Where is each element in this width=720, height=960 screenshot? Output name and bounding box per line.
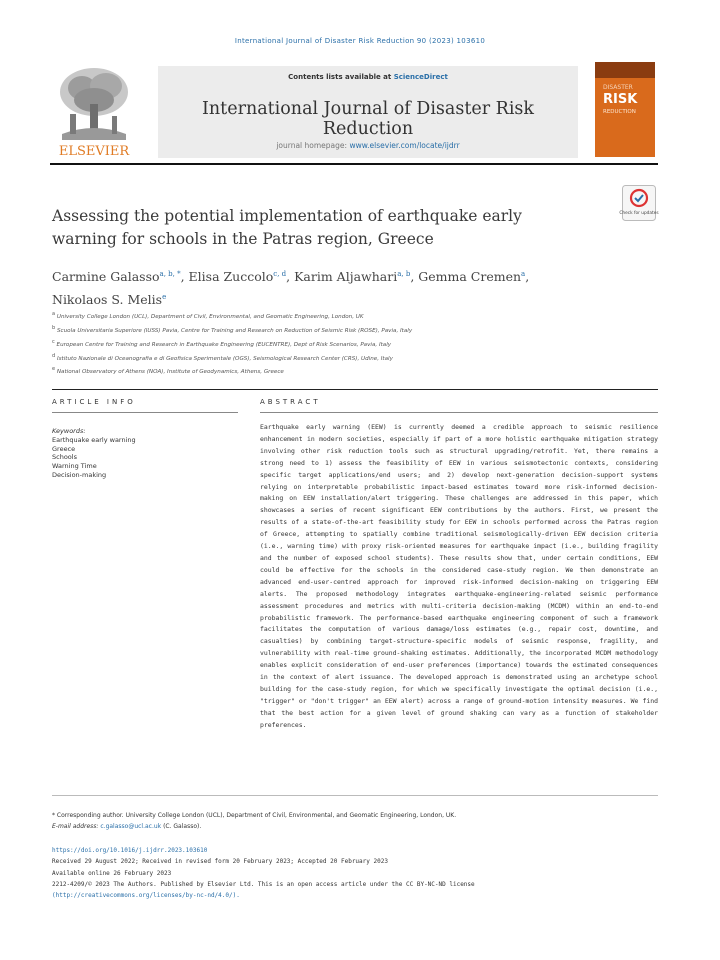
author-list: Carmine Galasso$^{a, b, *}$, Elisa Zuccolo$^{c, d}$, Karim Aljawhari$^{a, b}$, Gemma Cremen$^a$, Nikolaos S. Melis$^e$	[52, 269, 530, 308]
article-metadata	[52, 845, 658, 901]
affiliation: $^d$ Istituto Nazionale di Oceanografia e di Geofisica Sperimentale (OGS), Seismological Research Center (CRS), Udine, Italy	[52, 352, 393, 362]
keyword: Greece	[52, 444, 76, 453]
cover-line3: REDUCTION	[603, 109, 636, 115]
author[interactable]: Nikolaos S. Melis$^e$	[52, 292, 167, 308]
check-updates-label: Check for updates	[619, 211, 659, 216]
section-rule	[52, 389, 658, 390]
email-suffix: (C. Galasso).	[161, 823, 202, 830]
abstract-rule	[260, 412, 658, 413]
article-title	[52, 205, 572, 251]
license-text: 2212-4209/© 2023 The Authors. Published by Elsevier Ltd. This is an open access article under the CC BY-NC-ND license	[52, 880, 475, 888]
running-head[interactable]: International Journal of Disaster Risk Reduction 90 (2023) 103610	[234, 37, 486, 45]
homepage-link[interactable]: www.elsevier.com/locate/ijdrr	[349, 141, 460, 150]
keyword: Warning Time	[52, 462, 97, 471]
abstract-heading: ABSTRACT	[260, 398, 321, 406]
article-info-rule	[52, 412, 238, 413]
check-for-updates-button[interactable]	[619, 185, 659, 221]
article-title-line-2: warning for schools in the Patras region, Greece	[52, 230, 434, 248]
cover-band	[595, 62, 655, 78]
journal-homepage	[158, 141, 578, 150]
abstract-text: Earthquake early warning (EEW) is currently deemed a credible approach to seismic resilience enhancement in modern societies, especially if part of a more holistic earthquake mitigation strategy involving other risk reduction tools such as structural upgrading/retrofit. Yet, there remains a strong need to 1) assess the feasibility of EEW in various seismotectonic contexts, considering specific target applications/end users; and 2) develop next-generation decision-support systems relying on interpretable probabilistic impact-based estimates toward more risk-informed decision-making on EEW installation/alert triggering. These challenges are addressed in this paper, which showcases a series of recent significant EEW contributions by the authors. First, we present the results of a state-of-the-art feasibility study for EEW in schools performed across the Patras region of Greece, attempting to spatially combine traditional seismologically-driven EEW decision criteria (i.e., warning time) with proxy risk-oriented measures for earthquake impact (i.e., building fragility and the number of exposed school students). These results show that, under certain conditions, EEW could be effective for the schools in the considered case-study region. We then demonstrate an advanced end-user-centred approach for improved risk-informed decision-making on triggering EEW alerts. The proposed methodology integrates earthquake-engineering-related seismic performance assessment procedures and metrics with multi-criteria decision-making (MCDM) within an end-to-end probabilistic framework. The performance-based earthquake engineering component of such a framework facilitates the computation of various damage/loss estimates (e.g., repair cost, downtime, and casualties) by combining target-structure-specific models of seismic response, fragility, and vulnerability with real-time ground-shaking estimates. Additionally, the incorporated MCDM methodology enables explicit consideration of end-user preferences (importance) towards the estimated consequences in the context of alert issuance. The developed approach is demonstrated using an archetype school building for the case-study region, for which we specifically investigate the optimal decision (i.e., "trigger" or "don't trigger" an EEW alert) across a range of ground-motion intensity measures. We find that the best action for a given level of ground shaking can vary as a function of stakeholder preferences.	[260, 423, 658, 729]
contents-prefix: Contents lists available at	[288, 73, 394, 81]
header-rule	[50, 163, 658, 165]
keyword: Decision-making	[52, 470, 107, 479]
affiliation: $^c$ European Centre for Training and Research in Earthquake Engineering (EUCENTRE), Dept of Risk Scenarios, Pavia, Italy	[52, 338, 392, 348]
cover-line2: RISK	[603, 92, 638, 107]
affiliation: $^e$ National Observatory of Athens (NOA), Institute of Geodynamics, Athens, Greece	[52, 366, 284, 376]
keyword: Schools	[52, 453, 77, 462]
available-online: Available online 26 February 2023	[52, 869, 172, 877]
elsevier-logo	[52, 62, 136, 160]
cover-line1: DISASTER	[603, 84, 633, 91]
keywords-label: Keywords:	[52, 427, 86, 435]
received-dates: Received 29 August 2022; Received in revised form 20 February 2023; Accepted 20 February 2023	[52, 858, 388, 866]
email-link[interactable]: c.galasso@ucl.ac.uk	[100, 823, 162, 830]
homepage-prefix: journal homepage:	[276, 141, 350, 150]
publisher-logo-text: ELSEVIER	[58, 144, 130, 159]
corresponding-author-note: * Corresponding author. University College London (UCL), Department of Civil, Environmental, and Geomatic Engineering, London, UK.	[52, 812, 457, 819]
affiliations	[52, 309, 652, 378]
license-link[interactable]: (http://creativecommons.org/licenses/by-nc-nd/4.0/).	[52, 892, 240, 900]
article-info-heading: ARTICLE INFO	[52, 398, 136, 406]
keywords	[52, 427, 238, 480]
author[interactable]: Gemma Cremen$^a$	[418, 269, 526, 285]
contents-line	[158, 73, 578, 81]
elsevier-tree-icon	[52, 62, 136, 160]
affiliation: $^b$ Scuola Universitaria Superiore (IUSS) Pavia, Centre for Training and Research on Reduction of Seismic Risk (ROSE), Pavia, Italy	[52, 324, 413, 334]
doi-link[interactable]: https://doi.org/10.1016/j.ijdrr.2023.103610	[52, 847, 208, 854]
journal-title: International Journal of Disaster Risk Reduction	[202, 99, 534, 139]
author[interactable]: Carmine Galasso$^{a, b, *}$	[52, 269, 181, 285]
email-line	[52, 821, 658, 832]
corresponding-author-footnote	[52, 810, 658, 832]
journal-cover[interactable]	[595, 62, 655, 157]
author[interactable]: Karim Aljawhari$^{a, b}$	[294, 269, 411, 285]
abstract-end-rule	[52, 795, 658, 796]
check-updates-icon	[619, 185, 659, 221]
email-label: E-mail address:	[52, 823, 101, 830]
author[interactable]: Elisa Zuccolo$^{c, d}$	[188, 269, 287, 285]
affiliation: $^a$ University College London (UCL), Department of Civil, Environmental, and Geomatic Engineering, London, UK	[52, 311, 364, 320]
sciencedirect-link[interactable]: ScienceDirect	[393, 73, 448, 81]
article-title-line-1: Assessing the potential implementation of earthquake early	[52, 207, 522, 225]
keyword: Earthquake early warning	[52, 435, 136, 444]
